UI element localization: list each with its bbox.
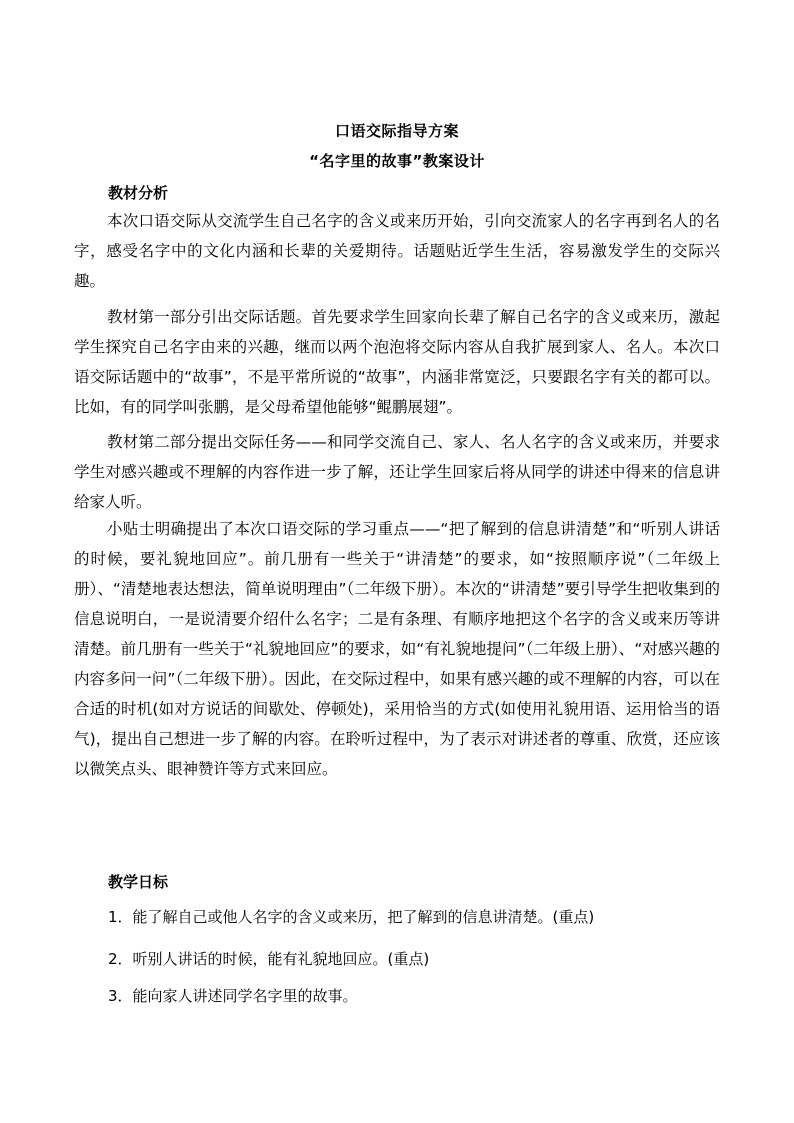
document-subtitle: “名字里的故事”教案设计 <box>309 152 485 170</box>
goal-item-1: 1．能了解自己或他人名字的含义或来历，把了解到的信息讲清楚。(重点) <box>108 908 595 926</box>
paragraph-intro: 本次口语交际从交流学生自己名字的含义或来历开始，引向交流家人的名字再到名人的名字，感受名字中的文化内涵和长辈的关爱期待。话题贴近学生生活，容易激发学生的交际兴趣。 <box>74 212 720 290</box>
paragraph-part-two: 教材第二部分提出交际任务——和同学交流自己、家人、名人名字的含义或来历，并要求学生对感兴趣或不理解的内容作进一步了解，还让学生回家后将从同学的讲述中得来的信息讲给家人听。 <box>74 433 720 511</box>
paragraph-part-one: 教材第一部分引出交际话题。首先要求学生回家向长辈了解自己名字的含义或来历，激起学生探究自己名字由来的兴趣，继而以两个泡泡将交际内容从自我扩展到家人、名人。本次口语交际话题中的“故事”，不是平常所说的“故事”，内涵非常宽泛，只要跟名字有关的都可以。比如，有的同学叫张鹏，是父母希望他能够“鲲鹏展翅”。 <box>74 308 720 416</box>
document-title: 口语交际指导方案 <box>334 122 459 140</box>
section-heading-analysis: 教材分析 <box>108 184 169 202</box>
goal-item-2: 2．听别人讲话的时候，能有礼貌地回应。(重点) <box>108 950 430 968</box>
paragraph-tips: 小贴士明确提出了本次口语交际的学习重点——“把了解到的信息讲清楚”和“听别人讲话的时候，要礼貌地回应”。前几册有一些关于“讲清楚”的要求，如“按照顺序说”（二年级上册）、“清楚地表达想法，简单说明理由”（二年级下册）。本次的“讲清楚”要引导学生把收集到的信息说明白，一是说清要介绍什么名字；二是有条理、有顺序地把这个名字的含义或来历等讲清楚。前几册有一些关于“礼貌地回应”的要求，如“有礼貌地提问”（二年级上册）、“对感兴趣的内容多问一问”（二年级下册）。因此，在交际过程中，如果有感兴趣的或不理解的内容，可以在合适的时机(如对方说话的间歇处、停顿处)，采用恰当的方式(如使用礼貌用语、运用恰当的语气)，提出自己想进一步了解的内容。在聆听过程中，为了表示对讲述者的尊重、欣赏，还应该以微笑点头、眼神赞许等方式来回应。 <box>74 520 720 778</box>
goal-item-3: 3．能向家人讲述同学名字里的故事。 <box>108 987 358 1005</box>
section-heading-goals: 教学日标 <box>108 873 169 891</box>
